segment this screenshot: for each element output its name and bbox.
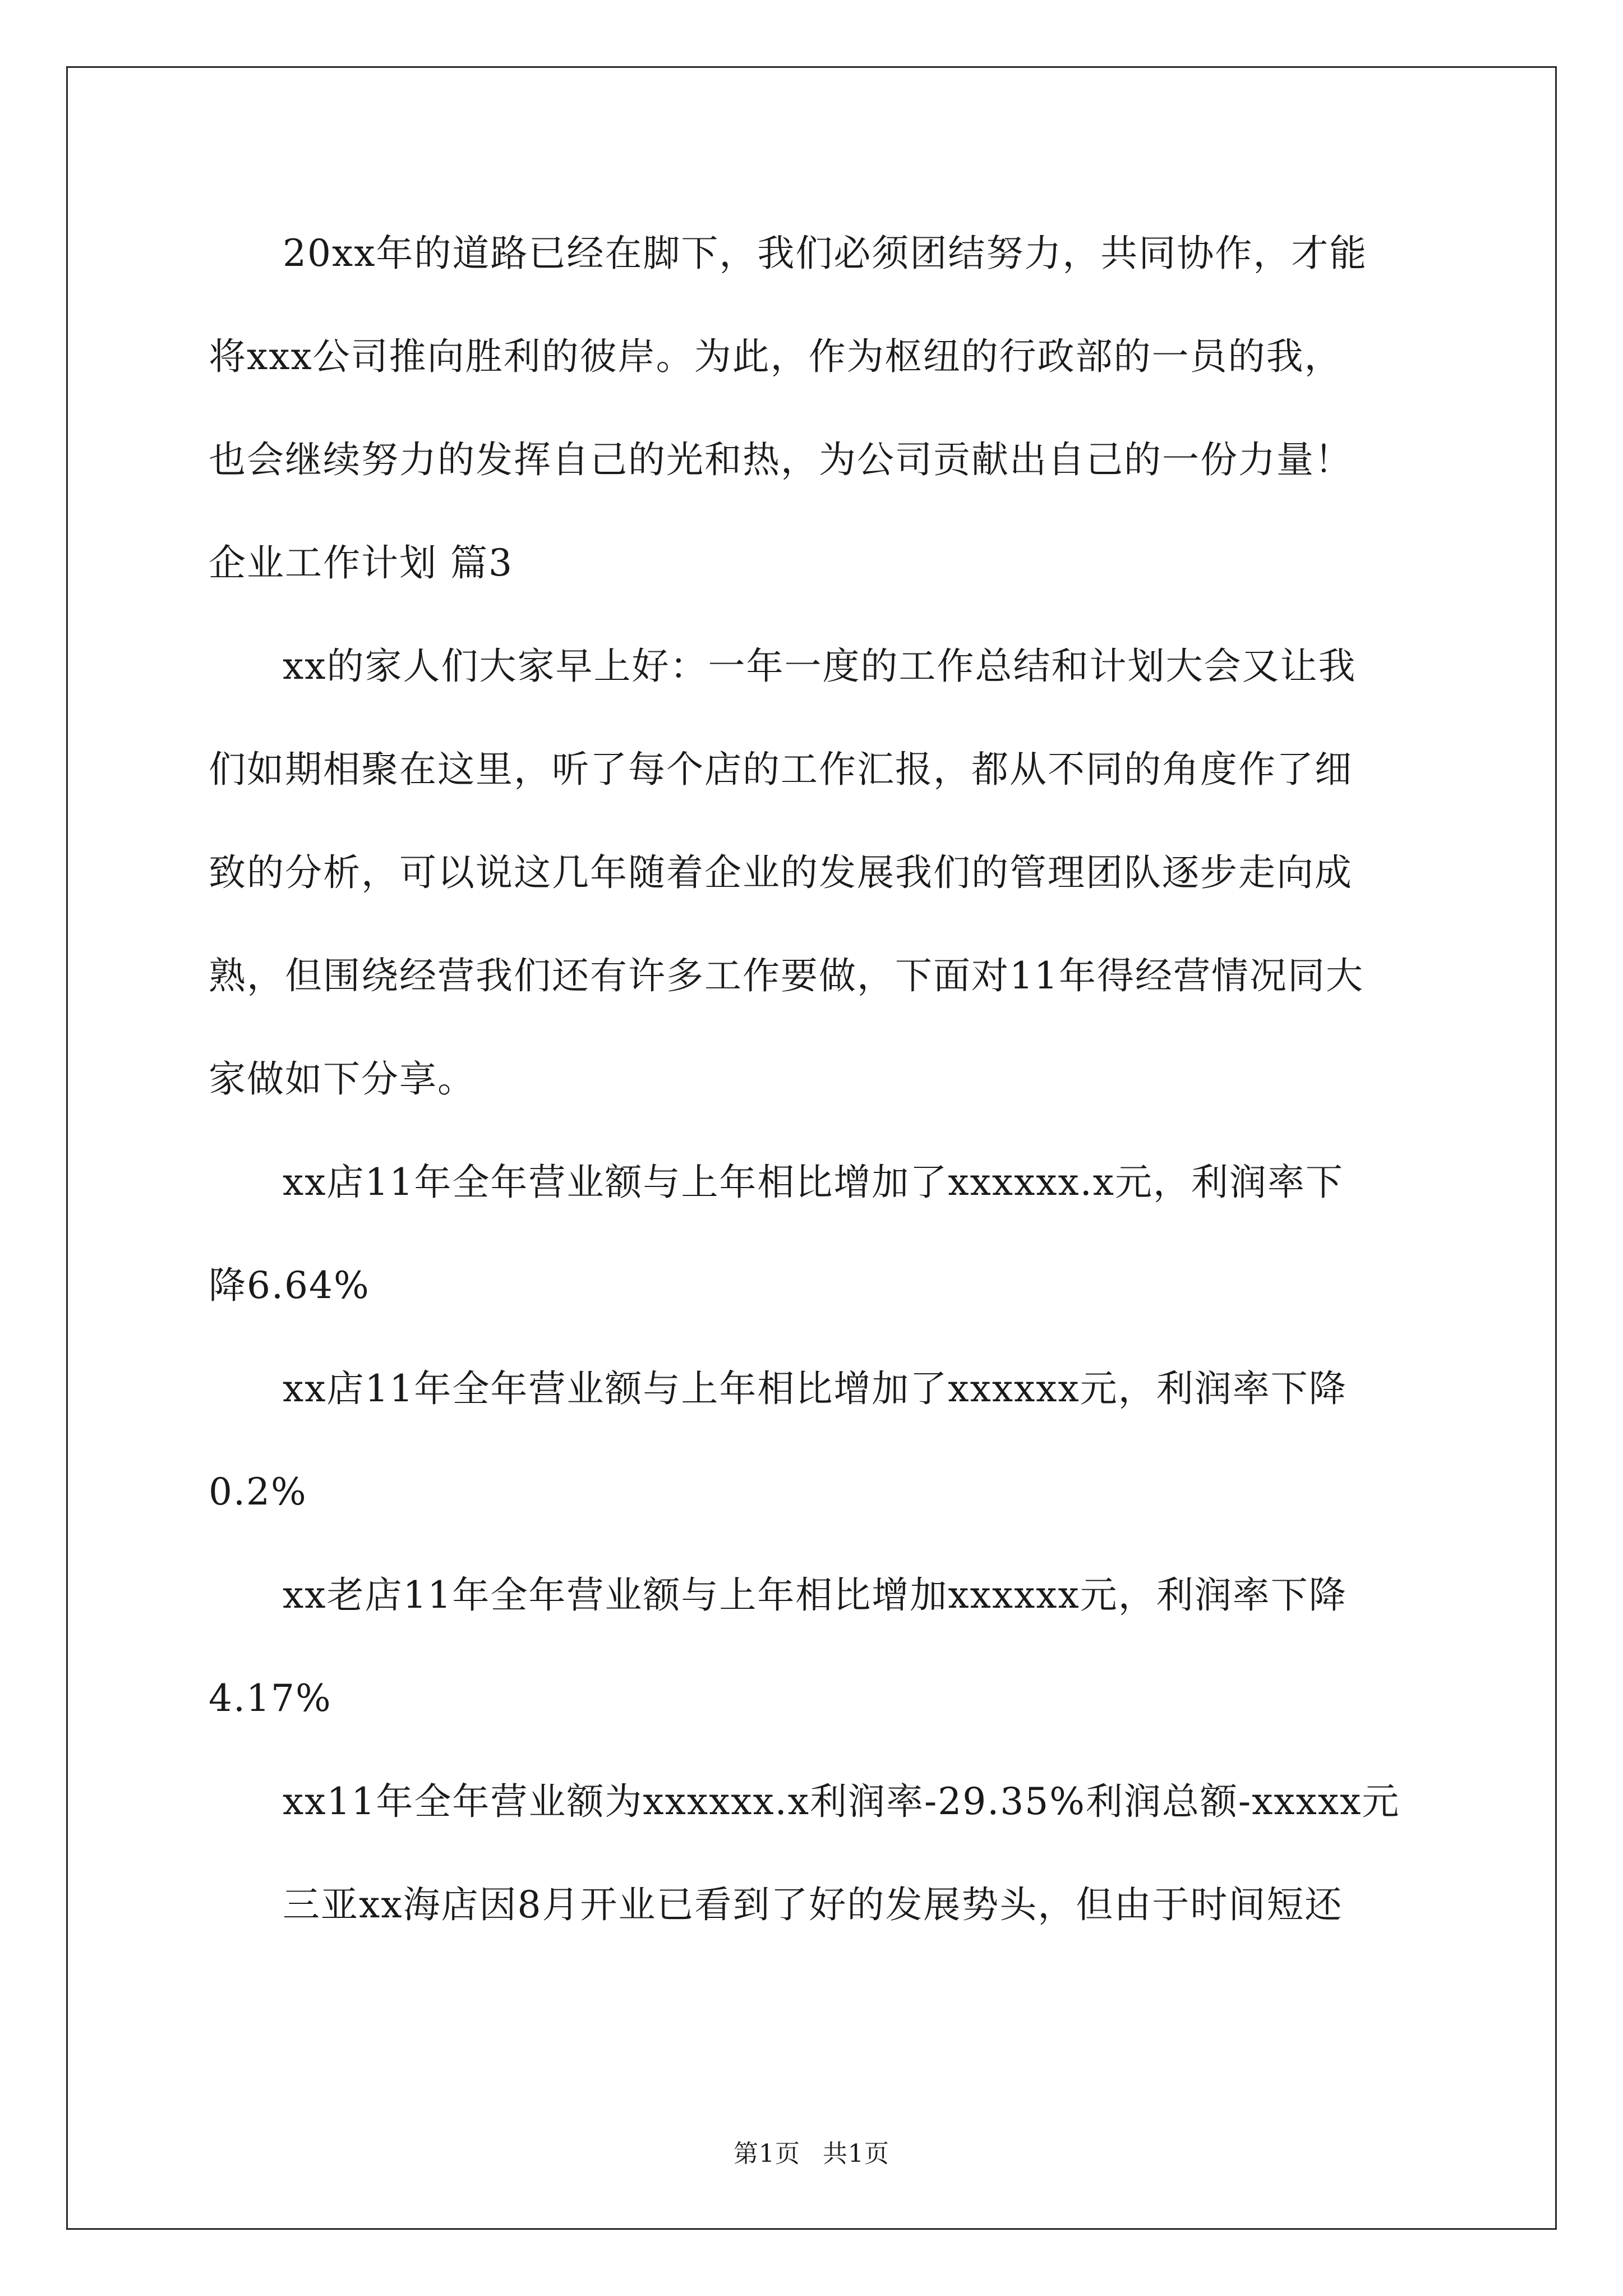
paragraph-line: xx老店11年全年营业额与上年相比增加xxxxxx元，利润率下降: [283, 1573, 1347, 1617]
document-body: [209, 202, 1431, 1957]
page-number: 第1页: [734, 2139, 800, 2168]
paragraph-line: 家做如下分享。: [209, 1057, 476, 1101]
page-footer: [0, 2137, 1623, 2171]
paragraph-line: 三亚xx海店因8月开业已看到了好的发展势头，但由于时间短还: [283, 1883, 1343, 1926]
paragraph-line: xx店11年全年营业额与上年相比增加了xxxxxx.x元，利润率下: [283, 1161, 1344, 1204]
paragraph-line: xx的家人们大家早上好：一年一度的工作总结和计划大会又让我: [283, 645, 1357, 688]
paragraph-line: 们如期相聚在这里，听了每个店的工作汇报，都从不同的角度作了细: [209, 748, 1353, 791]
paragraph-line: 20xx年的道路已经在脚下，我们必须团结努力，共同协作，才能: [283, 232, 1368, 275]
paragraph-line: 熟，但围绕经营我们还有许多工作要做，下面对11年得经营情况同大: [209, 954, 1364, 997]
paragraph-line: xx11年全年营业额为xxxxxx.x利润率-29.35%利润总额-xxxxx元: [283, 1780, 1400, 1823]
paragraph-line: 0.2%: [209, 1470, 307, 1513]
paragraph-line: xx店11年全年营业额与上年相比增加了xxxxxx元，利润率下降: [283, 1367, 1347, 1410]
paragraph-line: 也会继续努力的发挥自己的光和热，为公司贡献出自己的一份力量！: [209, 438, 1353, 481]
paragraph-line: 将xxx公司推向胜利的彼岸。为此，作为枢纽的行政部的一员的我，: [209, 335, 1343, 378]
section-heading: 企业工作计划 篇3: [209, 541, 513, 585]
page-total: 共1页: [823, 2139, 889, 2168]
paragraph-line: 致的分析，可以说这几年随着企业的发展我们的管理团队逐步走向成: [209, 851, 1353, 894]
paragraph-line: 降6.64%: [209, 1264, 370, 1307]
paragraph-line: 4.17%: [209, 1677, 332, 1720]
